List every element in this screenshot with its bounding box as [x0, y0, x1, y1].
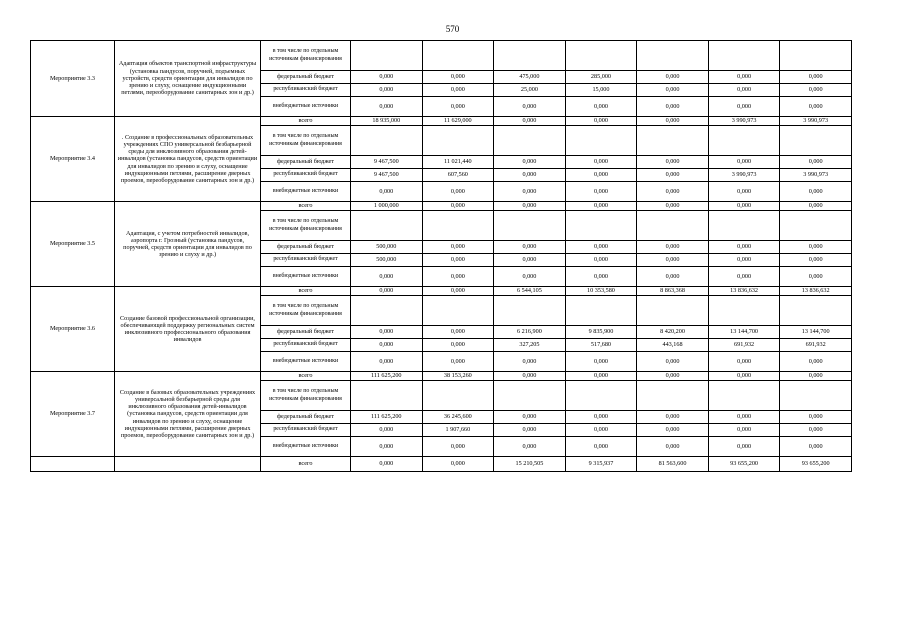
- value-cell: 0,000: [494, 352, 566, 372]
- value-cell: [565, 126, 637, 156]
- value-cell: [780, 41, 852, 71]
- value-cell: 0,000: [494, 372, 566, 381]
- value-cell: 517,680: [565, 339, 637, 352]
- value-cell: [637, 41, 709, 71]
- value-cell: 0,000: [637, 411, 709, 424]
- value-cell: [351, 381, 423, 411]
- value-cell: 0,000: [637, 71, 709, 84]
- value-cell: 93 655,200: [708, 457, 780, 472]
- value-cell: 0,000: [708, 182, 780, 202]
- funding-source-label: всего: [261, 287, 351, 296]
- value-cell: 9 467,500: [351, 156, 423, 169]
- value-cell: 11 629,000: [422, 117, 494, 126]
- measure-name: . Создание в профессиональных образовательных учреждениях СПО универсальной безбарьерной среды для инклюзивного образования детей-инвалидов (установка пандусов, средств ориентации для инвалидов по зрению и слуху, оснащение индукционными петлями, расширение дверных проемов, переоборудование санитарных зон и др.): [115, 117, 261, 202]
- value-cell: 15,000: [565, 84, 637, 97]
- value-cell: 0,000: [637, 424, 709, 437]
- funding-source-label: всего: [261, 117, 351, 126]
- value-cell: 13 144,700: [780, 326, 852, 339]
- value-cell: 0,000: [780, 352, 852, 372]
- value-cell: 3 990,973: [708, 117, 780, 126]
- value-cell: 0,000: [708, 254, 780, 267]
- value-cell: 3 990,973: [780, 169, 852, 182]
- value-cell: 0,000: [565, 424, 637, 437]
- value-cell: 1 907,660: [422, 424, 494, 437]
- value-cell: 0,000: [708, 84, 780, 97]
- value-cell: 0,000: [351, 71, 423, 84]
- value-cell: 0,000: [565, 437, 637, 457]
- value-cell: 0,000: [565, 241, 637, 254]
- value-cell: [422, 381, 494, 411]
- value-cell: 81 563,600: [637, 457, 709, 472]
- budget-table: [30, 40, 852, 472]
- funding-source-label: федеральный бюджет: [261, 156, 351, 169]
- value-cell: 0,000: [494, 437, 566, 457]
- value-cell: [422, 211, 494, 241]
- value-cell: 0,000: [637, 156, 709, 169]
- value-cell: 6 216,900: [494, 326, 566, 339]
- value-cell: 691,932: [708, 339, 780, 352]
- value-cell: 0,000: [422, 254, 494, 267]
- table-row: [31, 372, 852, 381]
- value-cell: 691,932: [780, 339, 852, 352]
- funding-source-label: федеральный бюджет: [261, 326, 351, 339]
- measure-label: Мероприятие 3.7: [31, 372, 115, 457]
- value-cell: 0,000: [780, 267, 852, 287]
- value-cell: [637, 126, 709, 156]
- value-cell: 0,000: [708, 372, 780, 381]
- table-row: [31, 41, 852, 71]
- value-cell: [422, 296, 494, 326]
- value-cell: 0,000: [780, 97, 852, 117]
- value-cell: 0,000: [422, 84, 494, 97]
- value-cell: [708, 211, 780, 241]
- measure-name: Адаптация объектов транспортной инфраструктуры (установка пандусов, поручней, подъемных устройств, средств ориентации для инвалидов по зрению и слуху, оснащение индукционными петлями, переоборудование санитарных зон и др.): [115, 41, 261, 117]
- value-cell: [565, 381, 637, 411]
- value-cell: 0,000: [637, 97, 709, 117]
- value-cell: [708, 296, 780, 326]
- value-cell: 13 144,700: [708, 326, 780, 339]
- value-cell: 0,000: [351, 182, 423, 202]
- value-cell: 0,000: [637, 182, 709, 202]
- value-cell: 0,000: [637, 372, 709, 381]
- value-cell: 0,000: [708, 352, 780, 372]
- value-cell: 0,000: [494, 424, 566, 437]
- value-cell: 443,168: [637, 339, 709, 352]
- value-cell: [780, 381, 852, 411]
- funding-source-label: республиканский бюджет: [261, 169, 351, 182]
- value-cell: 0,000: [637, 437, 709, 457]
- value-cell: 0,000: [565, 372, 637, 381]
- value-cell: 3 990,973: [708, 169, 780, 182]
- value-cell: 0,000: [780, 71, 852, 84]
- value-cell: 111 625,200: [351, 411, 423, 424]
- value-cell: 0,000: [422, 352, 494, 372]
- value-cell: [351, 211, 423, 241]
- value-cell: 0,000: [351, 339, 423, 352]
- value-cell: 0,000: [351, 267, 423, 287]
- value-cell: [494, 126, 566, 156]
- value-cell: 9 467,500: [351, 169, 423, 182]
- funding-source-label: всего: [261, 372, 351, 381]
- value-cell: 0,000: [637, 169, 709, 182]
- value-cell: 6 544,105: [494, 287, 566, 296]
- funding-source-label: в том числе по отдельным источникам финансирования: [261, 211, 351, 241]
- value-cell: [494, 296, 566, 326]
- value-cell: 0,000: [351, 84, 423, 97]
- value-cell: [565, 211, 637, 241]
- value-cell: 0,000: [565, 202, 637, 211]
- value-cell: 0,000: [637, 84, 709, 97]
- value-cell: 500,000: [351, 254, 423, 267]
- funding-source-label: в том числе по отдельным источникам финансирования: [261, 296, 351, 326]
- value-cell: 0,000: [565, 156, 637, 169]
- value-cell: 111 625,200: [351, 372, 423, 381]
- value-cell: 0,000: [494, 169, 566, 182]
- value-cell: 0,000: [708, 156, 780, 169]
- value-cell: 0,000: [494, 411, 566, 424]
- funding-source-label: в том числе по отдельным источникам финансирования: [261, 381, 351, 411]
- value-cell: 3 990,973: [780, 117, 852, 126]
- funding-source-label: всего: [261, 202, 351, 211]
- funding-source-label: в том числе по отдельным источникам финансирования: [261, 126, 351, 156]
- value-cell: 0,000: [780, 182, 852, 202]
- measure-label: [31, 457, 115, 472]
- value-cell: 36 245,600: [422, 411, 494, 424]
- value-cell: 0,000: [780, 156, 852, 169]
- value-cell: 11 021,440: [422, 156, 494, 169]
- value-cell: 0,000: [494, 241, 566, 254]
- value-cell: 0,000: [708, 424, 780, 437]
- funding-source-label: федеральный бюджет: [261, 241, 351, 254]
- value-cell: 0,000: [780, 424, 852, 437]
- value-cell: 0,000: [565, 267, 637, 287]
- value-cell: 0,000: [565, 169, 637, 182]
- value-cell: 0,000: [637, 117, 709, 126]
- value-cell: 0,000: [708, 71, 780, 84]
- value-cell: [422, 126, 494, 156]
- value-cell: 0,000: [637, 254, 709, 267]
- funding-source-label: внебюджетные источники: [261, 267, 351, 287]
- funding-source-label: внебюджетные источники: [261, 182, 351, 202]
- value-cell: [351, 296, 423, 326]
- value-cell: 285,000: [565, 71, 637, 84]
- value-cell: 0,000: [422, 267, 494, 287]
- measure-label: Мероприятие 3.6: [31, 287, 115, 372]
- value-cell: 8 863,368: [637, 287, 709, 296]
- value-cell: 9 835,900: [565, 326, 637, 339]
- value-cell: [494, 211, 566, 241]
- value-cell: 0,000: [494, 97, 566, 117]
- value-cell: 93 655,200: [780, 457, 852, 472]
- value-cell: 0,000: [565, 352, 637, 372]
- value-cell: 38 153,260: [422, 372, 494, 381]
- value-cell: [494, 41, 566, 71]
- value-cell: 15 210,505: [494, 457, 566, 472]
- value-cell: 0,000: [494, 267, 566, 287]
- value-cell: 0,000: [422, 202, 494, 211]
- funding-source-label: республиканский бюджет: [261, 424, 351, 437]
- measure-name: Создание в базовых образовательных учреждениях универсальной безбарьерной среды для инклюзивного образования детей-инвалидов (установка пандусов, средств ориентации для инвалидов по зрению и слуху, оснащение индукционными петлями, расширение дверных проемов, переоборудование санитарных зон и др.): [115, 372, 261, 457]
- value-cell: 0,000: [422, 457, 494, 472]
- value-cell: 0,000: [565, 254, 637, 267]
- funding-source-label: в том числе по отдельным источникам финансирования: [261, 41, 351, 71]
- value-cell: [637, 296, 709, 326]
- value-cell: 500,000: [351, 241, 423, 254]
- value-cell: 1 000,000: [351, 202, 423, 211]
- value-cell: 9 315,937: [565, 457, 637, 472]
- page-number: 570: [445, 24, 460, 34]
- value-cell: 0,000: [494, 117, 566, 126]
- value-cell: 0,000: [351, 424, 423, 437]
- budget-table-body: [31, 41, 852, 472]
- value-cell: 13 836,632: [708, 287, 780, 296]
- value-cell: 0,000: [494, 254, 566, 267]
- measure-label: Мероприятие 3.5: [31, 202, 115, 287]
- value-cell: 0,000: [351, 457, 423, 472]
- value-cell: 607,560: [422, 169, 494, 182]
- value-cell: 0,000: [494, 156, 566, 169]
- value-cell: 0,000: [494, 202, 566, 211]
- value-cell: 0,000: [565, 97, 637, 117]
- value-cell: 475,000: [494, 71, 566, 84]
- value-cell: 0,000: [708, 241, 780, 254]
- value-cell: 0,000: [708, 437, 780, 457]
- value-cell: [351, 126, 423, 156]
- value-cell: 0,000: [780, 254, 852, 267]
- value-cell: 0,000: [351, 326, 423, 339]
- value-cell: 0,000: [708, 267, 780, 287]
- table-row: [31, 117, 852, 126]
- value-cell: 0,000: [637, 352, 709, 372]
- value-cell: 0,000: [422, 97, 494, 117]
- value-cell: 0,000: [422, 339, 494, 352]
- funding-source-label: федеральный бюджет: [261, 411, 351, 424]
- value-cell: 0,000: [780, 241, 852, 254]
- funding-source-label: республиканский бюджет: [261, 254, 351, 267]
- value-cell: 0,000: [422, 437, 494, 457]
- value-cell: 25,000: [494, 84, 566, 97]
- value-cell: 0,000: [780, 84, 852, 97]
- measure-label: Мероприятие 3.3: [31, 41, 115, 117]
- value-cell: 0,000: [422, 241, 494, 254]
- value-cell: [780, 126, 852, 156]
- value-cell: 18 935,000: [351, 117, 423, 126]
- funding-source-label: республиканский бюджет: [261, 339, 351, 352]
- value-cell: 0,000: [637, 241, 709, 254]
- funding-source-label: внебюджетные источники: [261, 437, 351, 457]
- value-cell: 13 836,632: [780, 287, 852, 296]
- value-cell: 8 420,200: [637, 326, 709, 339]
- value-cell: [565, 41, 637, 71]
- value-cell: [565, 296, 637, 326]
- table-row: [31, 287, 852, 296]
- funding-source-label: всего: [261, 457, 351, 472]
- value-cell: 0,000: [780, 372, 852, 381]
- funding-source-label: внебюджетные источники: [261, 352, 351, 372]
- value-cell: 0,000: [422, 182, 494, 202]
- value-cell: 0,000: [351, 287, 423, 296]
- value-cell: 0,000: [708, 202, 780, 211]
- value-cell: [351, 41, 423, 71]
- value-cell: 0,000: [637, 202, 709, 211]
- value-cell: 0,000: [351, 437, 423, 457]
- measure-name: Создание базовой профессиональной организации, обеспечивающей поддержку региональных систем инклюзивного профессионального образования инвалидов: [115, 287, 261, 372]
- value-cell: 0,000: [494, 182, 566, 202]
- value-cell: 0,000: [708, 411, 780, 424]
- value-cell: [780, 211, 852, 241]
- funding-source-label: федеральный бюджет: [261, 71, 351, 84]
- value-cell: 0,000: [565, 411, 637, 424]
- value-cell: 0,000: [422, 326, 494, 339]
- value-cell: [494, 381, 566, 411]
- value-cell: [637, 381, 709, 411]
- value-cell: 0,000: [351, 352, 423, 372]
- value-cell: 327,205: [494, 339, 566, 352]
- value-cell: 0,000: [351, 97, 423, 117]
- measure-label: Мероприятие 3.4: [31, 117, 115, 202]
- value-cell: [708, 126, 780, 156]
- value-cell: [637, 211, 709, 241]
- measure-name: [115, 457, 261, 472]
- measure-name: Адаптация, с учетом потребностей инвалидов, аэропорта г. Грозный (установка пандусов, поручней, средств ориентации для инвалидов по зрению и слуху и др.): [115, 202, 261, 287]
- funding-source-label: внебюджетные источники: [261, 97, 351, 117]
- value-cell: [422, 41, 494, 71]
- value-cell: 0,000: [637, 267, 709, 287]
- value-cell: 0,000: [565, 117, 637, 126]
- value-cell: [780, 296, 852, 326]
- value-cell: 0,000: [708, 97, 780, 117]
- value-cell: 0,000: [780, 411, 852, 424]
- value-cell: 0,000: [780, 437, 852, 457]
- value-cell: 0,000: [780, 202, 852, 211]
- table-row: [31, 202, 852, 211]
- value-cell: 0,000: [422, 287, 494, 296]
- value-cell: [708, 41, 780, 71]
- funding-source-label: республиканский бюджет: [261, 84, 351, 97]
- table-row: [31, 457, 852, 472]
- value-cell: [708, 381, 780, 411]
- value-cell: 10 353,580: [565, 287, 637, 296]
- value-cell: 0,000: [565, 182, 637, 202]
- value-cell: 0,000: [422, 71, 494, 84]
